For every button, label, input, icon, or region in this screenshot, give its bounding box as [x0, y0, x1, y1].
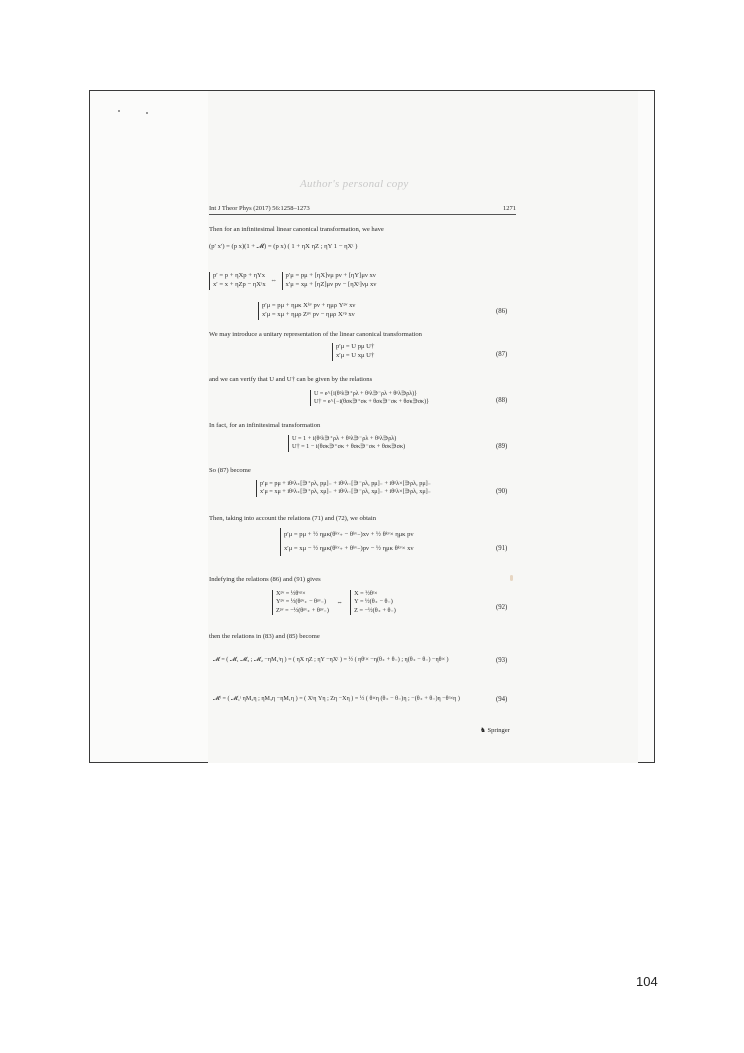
equation-number: (92) — [496, 604, 508, 611]
equation-block — [258, 302, 355, 320]
journal-page-number: 1271 — [503, 205, 516, 212]
equation-line: Xᵖᵛ = ½θᵛᵖ× — [276, 590, 306, 597]
equation-line: Z = −½(θ₊ + θ₋) — [354, 606, 396, 614]
equation-block — [310, 390, 429, 406]
equation-number: (86) — [496, 308, 508, 315]
scan-speck — [146, 112, 148, 114]
scan-stain — [510, 575, 513, 581]
publisher-logo — [480, 726, 510, 734]
equation-line: x′μ = xμ + [ηZ]μν pν − [ηXᵗ]νμ xν — [285, 280, 377, 288]
page-number: 104 — [636, 974, 658, 989]
brace-group — [256, 480, 431, 497]
equation-line: p′μ = pμ + ½ ημκ(θᵏᵛ₊ − θᵏᵛ₋)xν + ½ θᵏᵛ× ημκ pν — [284, 531, 414, 538]
equation-block — [288, 435, 405, 452]
paragraph-line: Then for an infinitesimal linear canonical transformation, we have — [209, 226, 384, 233]
equation-line: X = ½θᵗ× — [354, 590, 378, 597]
paragraph-line: then the relations in (83) and (85) become — [209, 633, 320, 640]
equation-number: (89) — [496, 443, 508, 450]
brace-group — [288, 435, 405, 452]
equivalence-symbol: ⇔ — [336, 598, 343, 606]
equation: (p′ x′) = (p x)(1 + 𝓜) = (p x) ( 1 + ηX ηZ ; ηY 1 − ηXᵗ ) — [209, 243, 358, 250]
equation-line: U† = 1 − i(θσκ∋⁺σκ + θσκ∋⁻σκ + θσκ∋σκ) — [292, 443, 406, 451]
equation-line: p′μ = pμ + iθᵖλ₊[∋⁺ρλ, pμ]₋ + iθᵖλ₋[∋⁻ρλ, pμ]₋ + iθᵖλ×[∋ρλ, pμ]₋ — [260, 480, 431, 487]
equation-line: x′μ = U xμ U† — [336, 351, 375, 359]
equation-block — [332, 343, 374, 361]
equation-line: Y = ½(θ₊ − θ₋) — [354, 598, 393, 606]
equation-line: x′μ = xμ − ½ ημκ(θᵏᵛ₊ + θᵏᵛ₋)pν − ½ ημκ θᵏᵛ× xν — [284, 544, 414, 552]
publisher-name: Springer — [487, 727, 510, 734]
equation-number: (93) — [496, 657, 508, 664]
brace-group — [280, 528, 413, 556]
paragraph-line: We may introduce a unitary representation of the linear canonical transformation — [209, 331, 422, 338]
springer-horse-icon: ♞ — [480, 727, 486, 734]
equation-number: (88) — [496, 397, 508, 404]
paragraph-line: Then, taking into account the relations (71) and (72), we obtain — [209, 515, 376, 522]
journal-citation: Int J Theor Phys (2017) 56:1258–1273 — [209, 205, 310, 212]
equation-line: p′ = p + ηXp + ηYx — [213, 272, 266, 279]
equation-line: p′μ = pμ + [ηX]νμ pν + [ηY]μν xν — [285, 272, 376, 279]
brace-group — [209, 272, 266, 290]
equation-line: U† = e^{−i(θσκ∋⁺σκ + θσκ∋⁻σκ + θσκ∋σκ)} — [314, 399, 429, 406]
equation: 𝓜ᵗ = ( 𝓜₁ᵗ ηM₂η ; ηM₃η −ηM₁η ) = ( Xᵗη Yη ; Zη −Xη ) = ½ ( θ×η (θ₊ − θ₋)η ; −(θ₊ + θ₋)η −θᵗ×η ) — [213, 696, 460, 702]
equation-line: x′ = x + ηZp − ηXᵗx — [213, 280, 266, 288]
brace-group — [332, 343, 374, 361]
paragraph-line: In fact, for an infinitesimal transformation — [209, 422, 321, 429]
equation-number: (90) — [496, 488, 508, 495]
equation-line: U = e^{i(θᵖλ∋⁺ρλ + θᵖλ∋⁻ρλ + θᵖλ∋ρλ)} — [314, 391, 418, 397]
brace-group — [282, 272, 377, 290]
running-header — [209, 205, 516, 215]
paragraph-line: and we can verify that U and U† can be given by the relations — [209, 376, 373, 383]
equation: 𝓜 = ( 𝓜₁ 𝓜₃ ; 𝓜₂ −ηM₁ᵗη ) = ( ηX ηZ ; ηY −ηXᵗ ) = ½ ( ηθᵗ× −η(θ₊ + θ₋) ; η(θ₊ − θ₋) −ηθ× ) — [213, 657, 449, 663]
equation-block — [209, 272, 376, 290]
equation-line: Yᵖᵛ = ½(θᵖᵛ₊ − θᵖᵛ₋) — [276, 598, 327, 606]
equivalence-symbol: ⇔ — [270, 277, 277, 285]
equation-line: x′μ = xμ + ημρ Zᵖᵛ pν − ημρ Xᵛᵖ xν — [262, 310, 355, 318]
brace-group — [272, 590, 329, 615]
equation-line: x′μ = xμ + iθᵖλ₊[∋⁺ρλ, xμ]₋ + iθᵖλ₋[∋⁻ρλ, xμ]₋ + iθᵖλ×[∋ρλ, xμ]₋ — [260, 488, 431, 496]
equation-number: (91) — [496, 545, 508, 552]
brace-group — [258, 302, 355, 320]
paragraph-line: So (87) become — [209, 467, 251, 474]
equation-line: p′μ = pμ + ημκ Xᵏᵛ pν + ημρ Yᵖᵛ xν — [262, 302, 356, 309]
equation-block — [256, 480, 431, 497]
scan-speck — [118, 110, 120, 112]
paragraph-line: Indefying the relations (86) and (91) gives — [209, 576, 321, 583]
equation-number: (94) — [496, 696, 508, 703]
equation-line: U = 1 + i(θᵖλ∋⁺ρλ + θᵖλ∋⁻ρλ + θᵖλ∋ρλ) — [292, 435, 397, 442]
equation-block — [272, 590, 396, 615]
equation-line: p′μ = U pμ U† — [336, 343, 375, 350]
equation-line: Zᵖᵛ = −½(θᵖᵛ₊ + θᵖᵛ₋) — [276, 606, 329, 614]
brace-group — [350, 590, 396, 615]
brace-group — [310, 390, 429, 406]
equation-block — [280, 528, 413, 556]
equation-number: (87) — [496, 351, 508, 358]
watermark: Author's personal copy — [300, 178, 409, 190]
